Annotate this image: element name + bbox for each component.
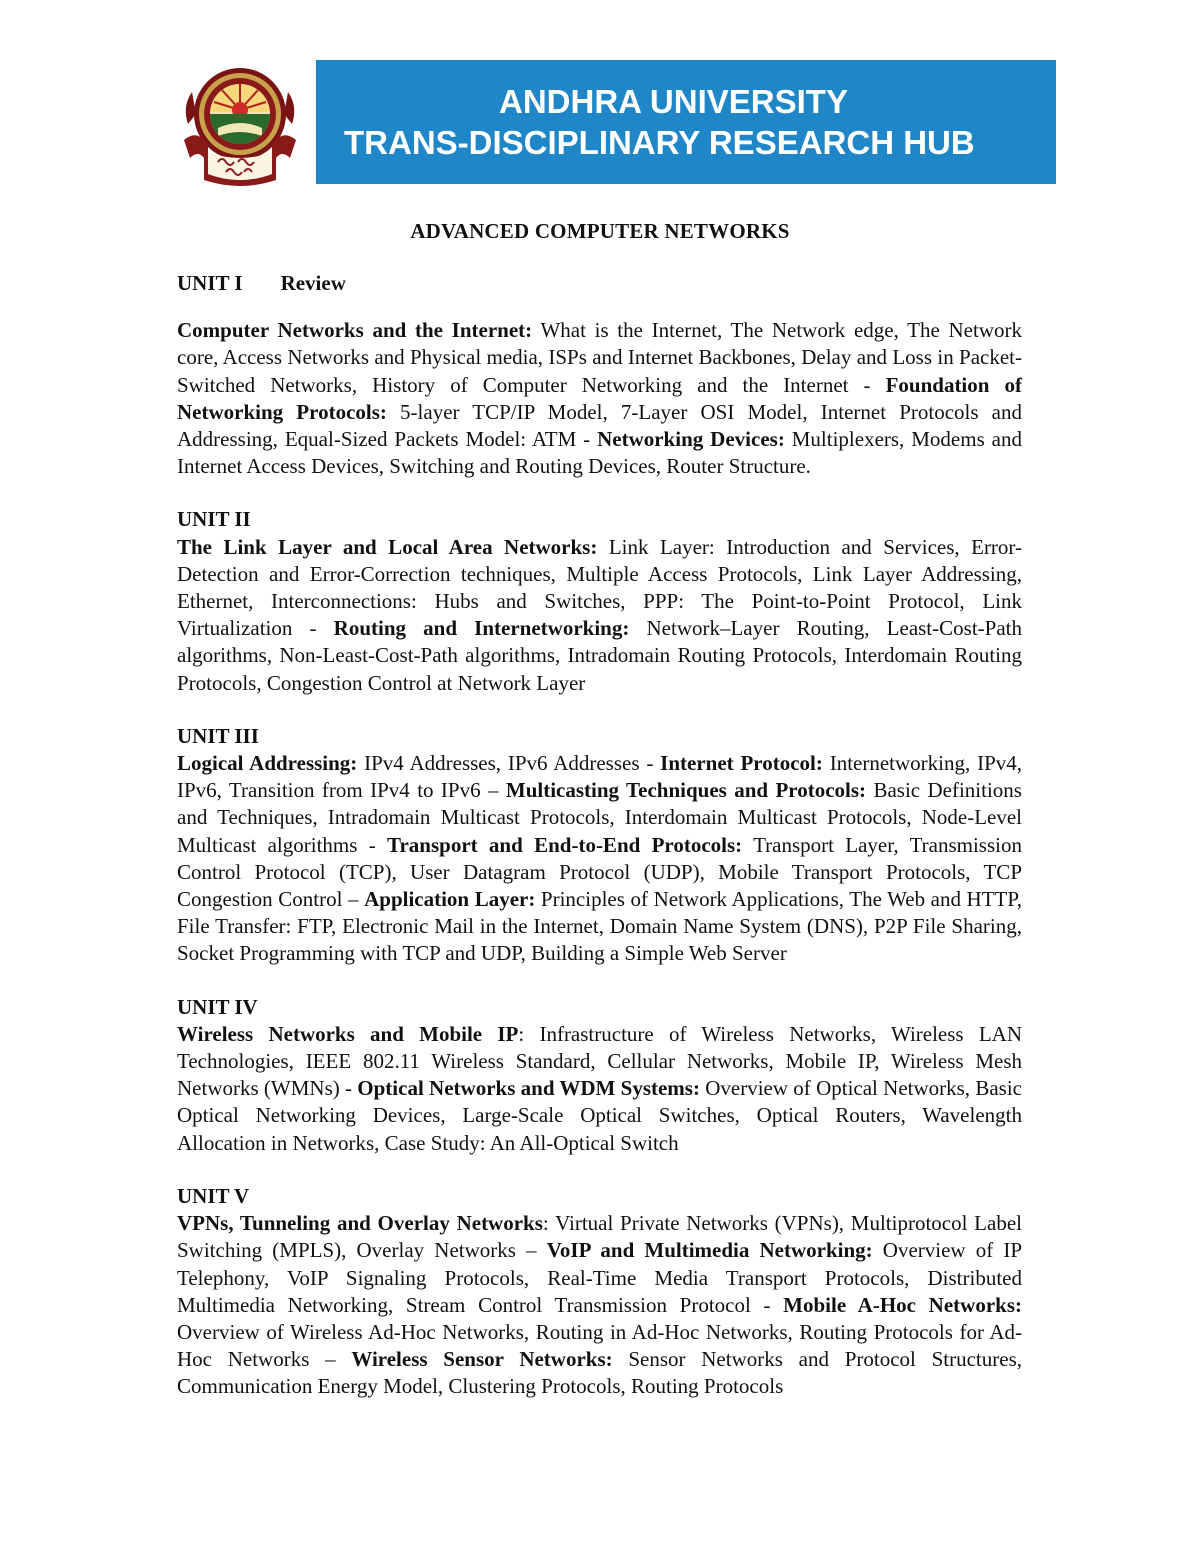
topic-heading: Transport and End-to-End Protocols: bbox=[387, 832, 743, 857]
unit-heading bbox=[177, 270, 1022, 297]
topic-heading: Logical Addressing: bbox=[177, 751, 358, 776]
document-title: ADVANCED COMPUTER NETWORKS bbox=[410, 219, 790, 243]
unit-description bbox=[177, 1021, 1022, 1157]
topic-text: Transport Layer, Transmission Control Protocol (TCP), User Datagram Protocol (UDP), Mobile Transport Protocols, TCP Congestion Control – bbox=[177, 832, 1022, 912]
topic-text: Sensor Networks and Protocol Structures, Communication Energy Model, Clustering Protocols, Routing Protocols bbox=[177, 1347, 1023, 1399]
topic-text: Basic Definitions and Techniques, Intradomain Multicast Protocols, Interdomain Multicast Protocols, Node-Level Multicast algorithms - bbox=[177, 778, 1022, 857]
topic-text: : Infrastructure of Wireless Networks, Wireless LAN Technologies, IEEE 802.11 Wireless Standard, Cellular Networks, Mobile IP, Wireless Mesh Networks (WMNs) - bbox=[177, 1021, 1023, 1101]
topic-heading: Routing and Internetworking: bbox=[333, 616, 630, 641]
topic-heading: Foundation of Networking Protocols: bbox=[177, 372, 1022, 424]
topic-heading: Wireless Networks and Mobile IP bbox=[177, 1021, 519, 1046]
topic-text: 5-layer TCP/IP Model, 7-Layer OSI Model, Internet Protocols and Addressing, Equal-Sized Packets Model: ATM - bbox=[177, 399, 1022, 452]
unit-heading: UNIT V bbox=[177, 1183, 250, 1208]
topic-text: Overview of IP Telephony, VoIP Signaling Protocols, Real-Time Media Transport Protocols, Distributed Multimedia Networking, Stream Control Transmission Protocol - bbox=[177, 1238, 1022, 1317]
topic-heading: Computer Networks and the Internet: bbox=[177, 318, 533, 343]
unit-heading: UNIT III bbox=[177, 723, 259, 748]
topic-text: Overview of Wireless Ad-Hoc Networks, Routing in Ad-Hoc Networks, Routing Protocols for Ad-Hoc Networks – bbox=[177, 1319, 1022, 1372]
topic-heading: Wireless Sensor Networks: bbox=[351, 1347, 613, 1372]
unit-subtitle: Review bbox=[280, 271, 346, 295]
unit-heading: UNIT IV bbox=[177, 994, 258, 1019]
university-banner bbox=[316, 60, 1056, 184]
topic-text: Network–Layer Routing, Least-Cost-Path algorithms, Non-Least-Cost-Path algorithms, Intradomain Routing Protocols, Interdomain Routing Protocols, Congestion Control at Network Layer bbox=[177, 616, 1022, 695]
unit-description bbox=[177, 534, 1022, 697]
topic-text: : Virtual Private Networks (VPNs), Multiprotocol Label Switching (MPLS), Overlay Networks – bbox=[177, 1211, 1022, 1263]
banner-university-name: ANDHRA UNIVERSITY bbox=[499, 82, 848, 120]
topic-text: Multiplexers, Modems and Internet Access Devices, Switching and Routing Devices, Router Structure. bbox=[177, 427, 1022, 479]
topic-heading: Mobile A-Hoc Networks: bbox=[783, 1292, 1022, 1317]
unit-number: UNIT I bbox=[177, 271, 243, 295]
university-seal-icon bbox=[178, 62, 302, 186]
banner-hub-name: TRANS-DISCIPLINARY RESEARCH HUB bbox=[344, 124, 975, 161]
topic-text: Internetworking, IPv4, IPv6, Transition from IPv4 to IPv6 – bbox=[177, 751, 1023, 803]
topic-heading: Application Layer: bbox=[364, 887, 536, 912]
topic-text: What is the Internet, The Network edge, The Network core, Access Networks and Physical media, ISPs and Internet Backbones, Delay and Loss in Packet-Switched Networks, History of Computer Networking and the Internet - bbox=[177, 318, 1022, 397]
topic-text: IPv4 Addresses, IPv6 Addresses - bbox=[357, 751, 661, 776]
unit-description bbox=[177, 750, 1022, 968]
topic-heading: VPNs, Tunneling and Overlay Networks bbox=[177, 1211, 543, 1236]
topic-heading: The Link Layer and Local Area Networks: bbox=[177, 534, 598, 559]
syllabus-content bbox=[177, 270, 1022, 1401]
topic-heading: Multicasting Techniques and Protocols: bbox=[505, 778, 867, 803]
unit-description bbox=[177, 317, 1022, 480]
unit-description bbox=[177, 1210, 1022, 1400]
topic-heading: Networking Devices: bbox=[597, 427, 785, 452]
topic-text: Overview of Optical Networks, Basic Optical Networking Devices, Large-Scale Optical Switches, Optical Routers, Wavelength Allocation in Networks, Case Study: An All-Optical Switch bbox=[177, 1076, 1022, 1155]
topic-heading: Optical Networks and WDM Systems: bbox=[357, 1076, 700, 1101]
topic-heading: Internet Protocol: bbox=[660, 751, 823, 776]
topic-heading: VoIP and Multimedia Networking: bbox=[546, 1238, 873, 1263]
page-header bbox=[0, 0, 1200, 200]
topic-text: Link Layer: Introduction and Services, Error- Detection and Error-Correction techniques, Multiple Access Protocols, Link Layer Addressing, Ethernet, Interconnections: Hubs and Switches, PPP: The Point-to-Point Protocol, Link Virtualization - bbox=[177, 534, 1022, 641]
unit-heading: UNIT II bbox=[177, 507, 251, 532]
topic-text: Principles of Network Applications, The Web and HTTP, File Transfer: FTP, Electronic Mail in the Internet, Domain Name System (DNS), P2P File Sharing, Socket Programming with TCP and UDP, Building a Simple Web Server bbox=[177, 887, 1022, 966]
